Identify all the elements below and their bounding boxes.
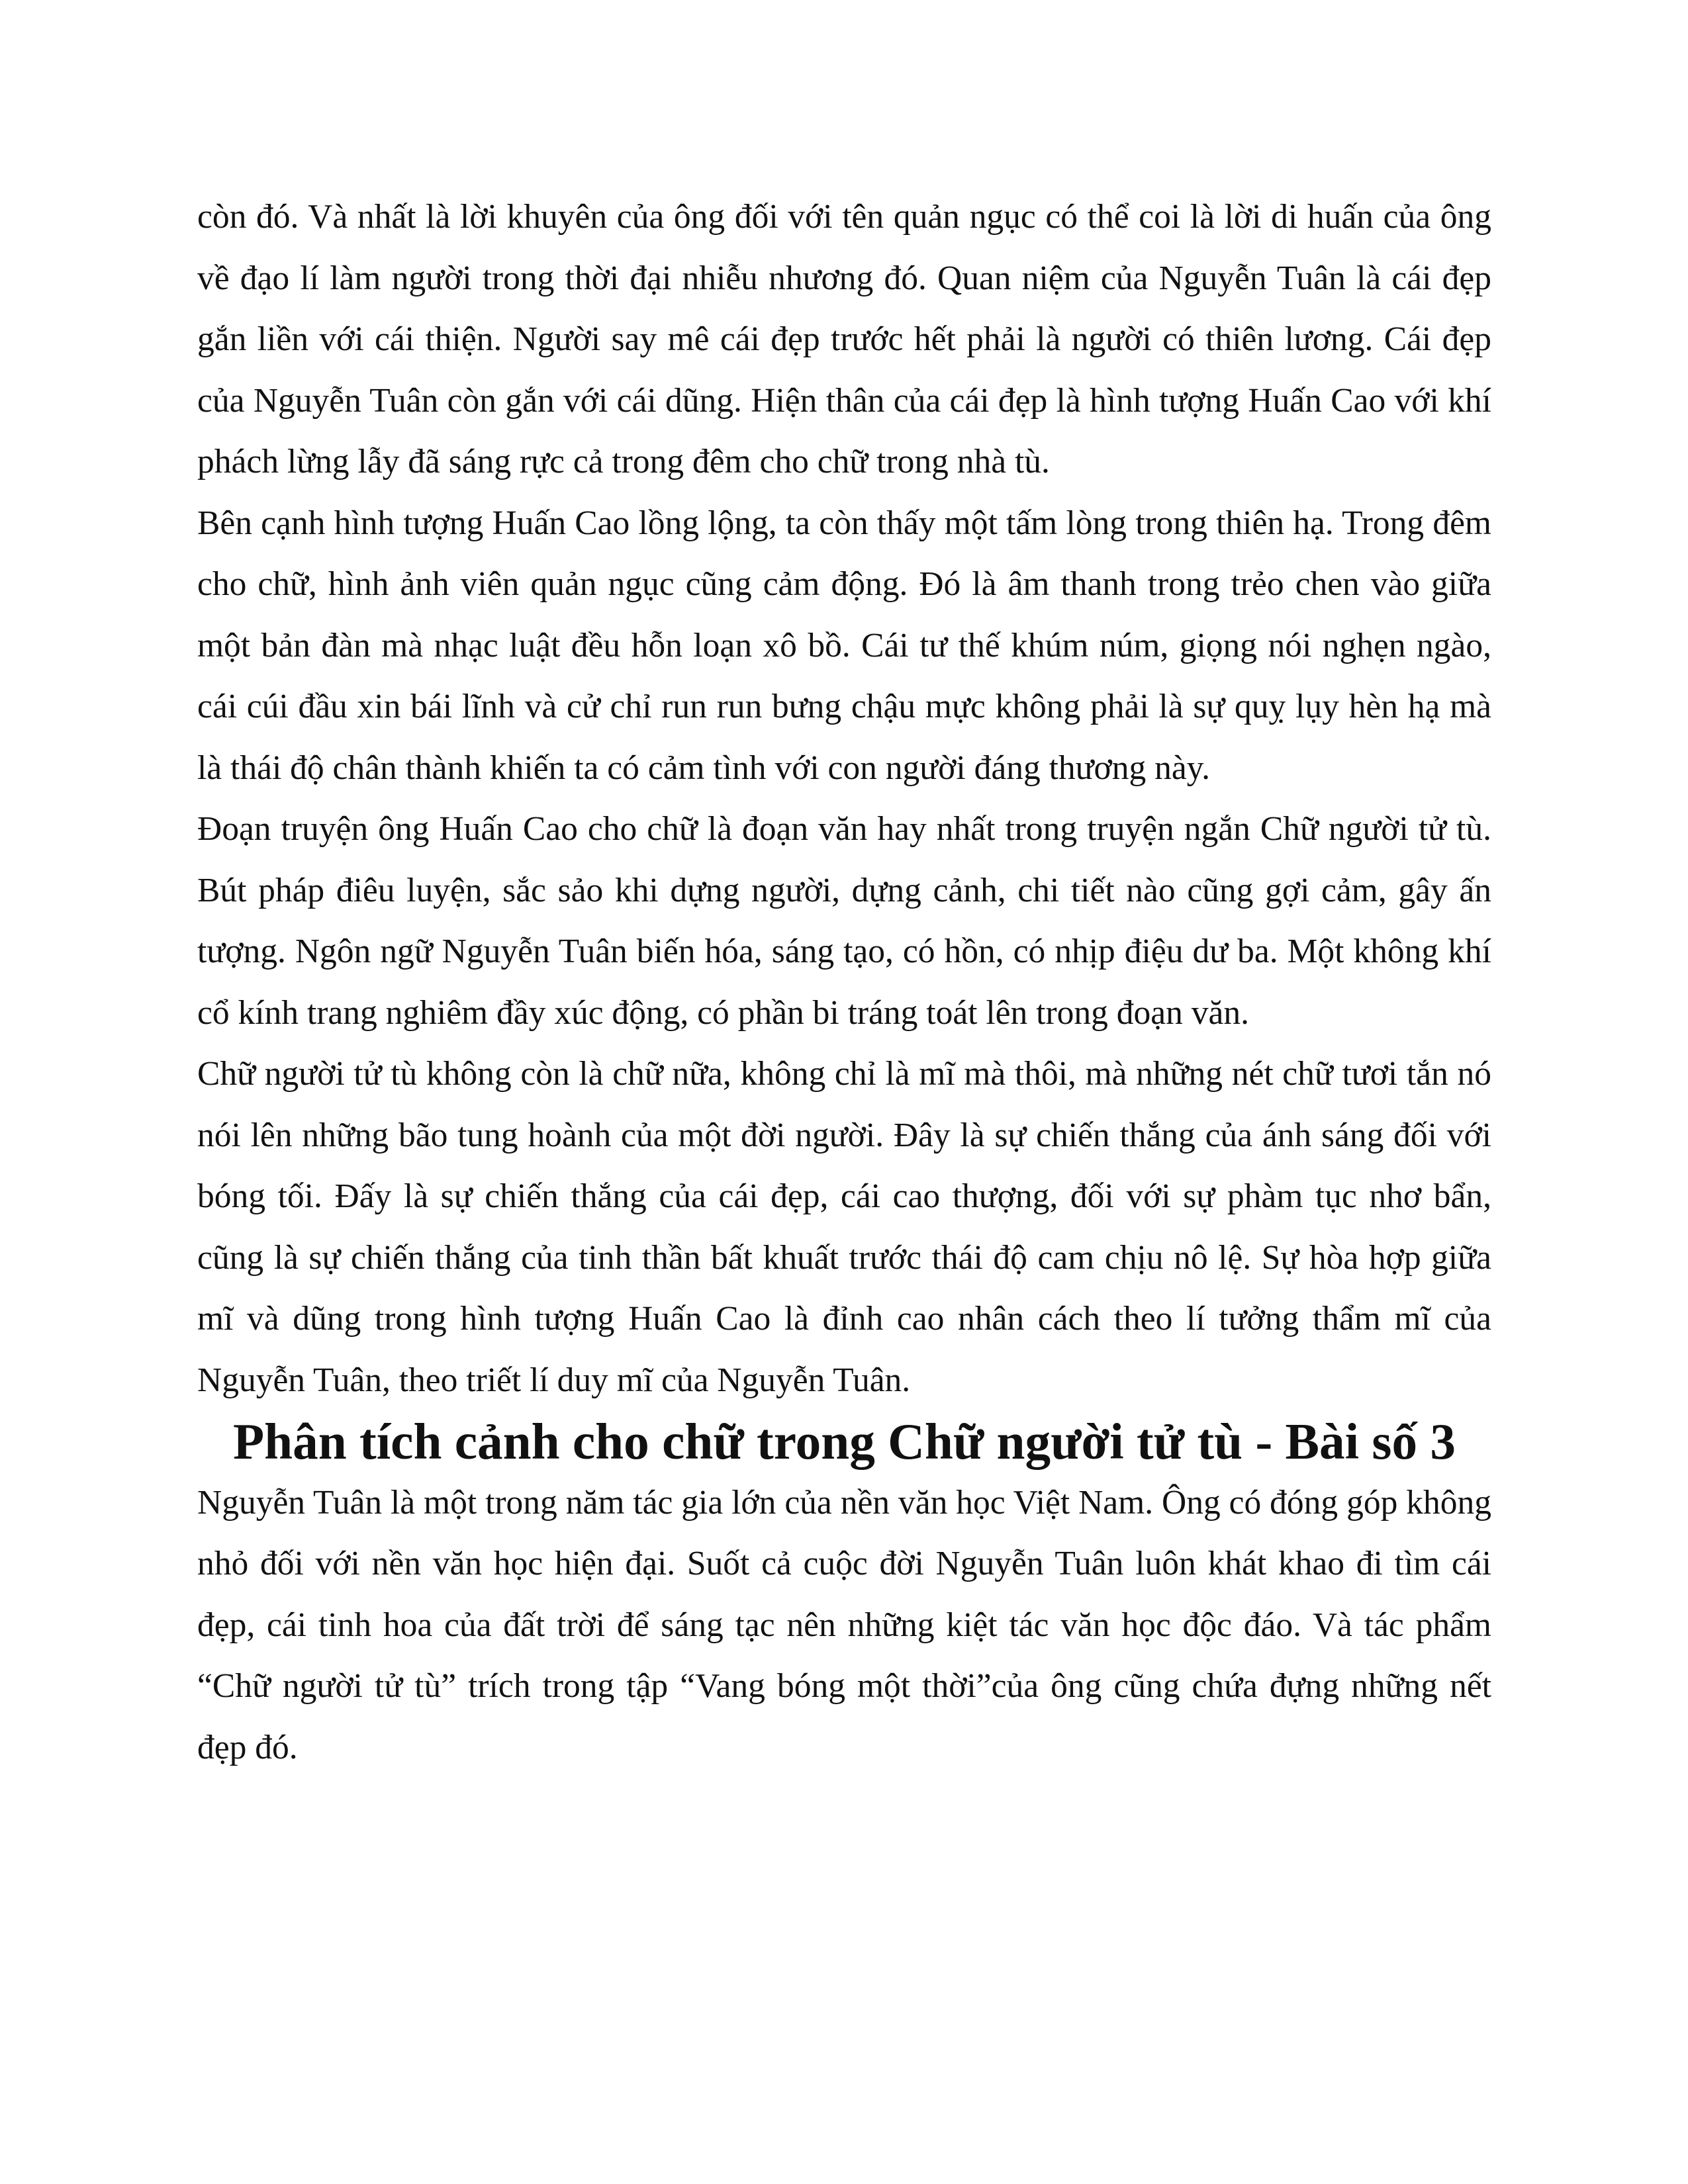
paragraph-introduction: Nguyễn Tuân là một trong năm tác gia lớn của nền văn học Việt Nam. Ông có đóng góp không nhỏ đối với nền văn học hiện đại. Suốt cả cuộc đời Nguyễn Tuân luôn khát khao đi tìm cái đẹp, cái tinh hoa của đất trời để sáng tạc nên những kiệt tác văn học độc đáo. Và tác phẩm “Chữ người tử tù” trích trong tập “Vang bóng một thời”của ông cũng chứa đựng những nết đẹp đó. <box>197 1483 1491 1766</box>
paragraph-prison-warden: Bên cạnh hình tượng Huấn Cao lồng lộng, ta còn thấy một tấm lòng trong thiên hạ. Trong đêm cho chữ, hình ảnh viên quản ngục cũng cảm động. Đó là âm thanh trong trẻo chen vào giữa một bản đàn mà nhạc luật đều hỗn loạn xô bồ. Cái tư thế khúm núm, giọng nói nghẹn ngào, cái cúi đầu xin bái lĩnh và cử chỉ run run bưng chậu mực không phải là sự quỵ lụy hèn hạ mà là thái độ chân thành khiến ta có cảm tình với con người đáng thương này. <box>197 504 1491 787</box>
paragraph-writing-style: Đoạn truyện ông Huấn Cao cho chữ là đoạn văn hay nhất trong truyện ngắn Chữ người tử tù. Bút pháp điêu luyện, sắc sảo khi dựng người, dựng cảnh, chi tiết nào cũng gợi cảm, gây ấn tượng. Ngôn ngữ Nguyễn Tuân biến hóa, sáng tạo, có hồn, có nhịp điệu dư ba. Một không khí cổ kính trang nghiêm đầy xúc động, có phần bi tráng toát lên trong đoạn văn. <box>197 810 1491 1032</box>
document-page <box>197 187 1491 1778</box>
paragraph-huan-cao-beauty: còn đó. Và nhất là lời khuyên của ông đối với tên quản ngục có thể coi là lời di huấn của ông về đạo lí làm người trong thời đại nhiễu nhương đó. Quan niệm của Nguyễn Tuân là cái đẹp gắn liền với cái thiện. Người say mê cái đẹp trước hết phải là người có thiên lương. Cái đẹp của Nguyễn Tuân còn gắn với cái dũng. Hiện thân của cái đẹp là hình tượng Huấn Cao với khí phách lừng lẫy đã sáng rực cả trong đêm cho chữ trong nhà tù. <box>197 198 1491 480</box>
paragraph-victory-of-beauty: Chữ người tử tù không còn là chữ nữa, không chỉ là mĩ mà thôi, mà những nét chữ tươi tắn nó nói lên những bão tung hoành của một đời người. Đây là sự chiến thắng của ánh sáng đối với bóng tối. Đấy là sự chiến thắng của cái đẹp, cái cao thượng, đối với sự phàm tục nhơ bẩn, cũng là sự chiến thắng của tinh thần bất khuất trước thái độ cam chịu nô lệ. Sự hòa hợp giữa mĩ và dũng trong hình tượng Huấn Cao là đỉnh cao nhân cách theo lí tưởng thẩm mĩ của Nguyễn Tuân, theo triết lí duy mĩ của Nguyễn Tuân. <box>197 1055 1491 1399</box>
section-heading: Phân tích cảnh cho chữ trong Chữ người tử tù - Bài số 3 <box>232 1413 1456 1470</box>
